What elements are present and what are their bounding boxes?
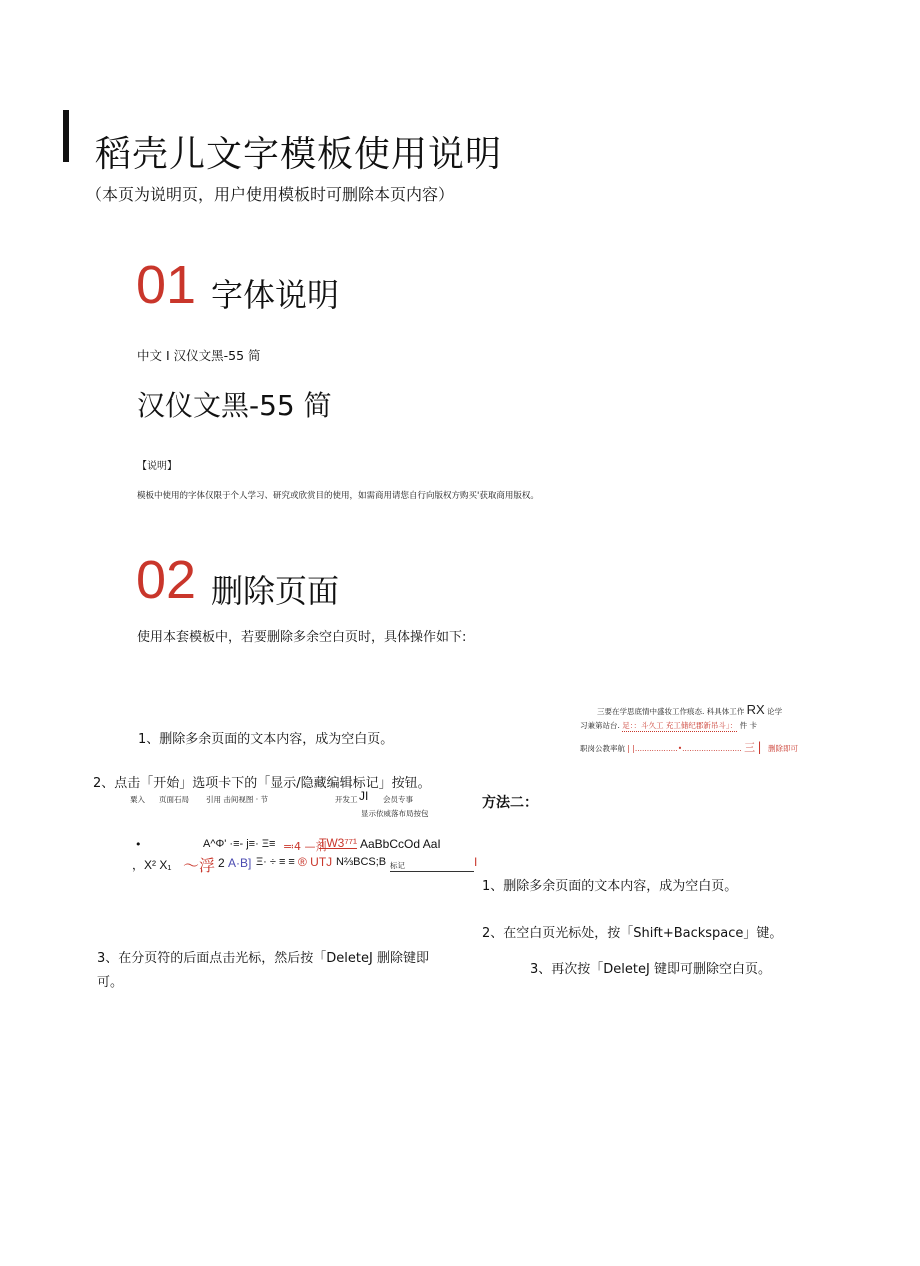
popup-line-2-c: 件 卡 bbox=[739, 721, 757, 730]
method1-step-2: 2、点击「开始」选项卡下的「显示/隐藏编辑标记」按钮。 bbox=[93, 776, 431, 791]
toolbar-number: 2 bbox=[218, 856, 225, 870]
method1-step-3: 3、在分页符的后面点击光标，然后按「DeleteJ 删除键即可。 bbox=[97, 951, 429, 990]
section-1-number: 01 bbox=[136, 255, 197, 315]
superscript-subscript-buttons[interactable]: ，X² X₁ bbox=[132, 858, 172, 872]
section-1-title: 字体说明 bbox=[211, 276, 340, 314]
page-subtitle: （本页为说明页，用户使用模板时可删除本页内容） bbox=[86, 185, 455, 204]
note-text: 模板中使用的字体仅限于个人学习、研究或欣赏目的使用，如需商用请您自行向版权方购买'获取商用版权。 bbox=[137, 491, 539, 501]
method2-step-1: 1、删除多余页面的文本内容，成为空白页。 bbox=[482, 879, 738, 894]
toolbar-style-preview[interactable]: TW3⁷⁷¹ bbox=[319, 836, 358, 850]
font-color-button[interactable]: A·B] bbox=[228, 856, 252, 870]
mark-button-group[interactable]: ® UTJ bbox=[298, 855, 333, 869]
ribbon-cursor-mark: JI bbox=[359, 789, 369, 803]
ribbon-tab-insert[interactable]: 粟入 bbox=[130, 795, 145, 804]
delete-hint: 删除即可 bbox=[767, 744, 798, 753]
ribbon-tab-references[interactable]: 引用 击间视图 · 节 bbox=[206, 795, 269, 804]
popup-line-3-b: | |..................•......................... bbox=[627, 744, 742, 753]
method2-step-2: 2、在空白页光标处，按「Shift+Backspace」键。 bbox=[482, 926, 783, 941]
font-name-line: 中文 I 汉仪文黑-55 简 bbox=[137, 348, 261, 363]
popup-line-2-b: 足：：斗久工 充工储纪郡新吊斗」： bbox=[622, 721, 738, 730]
show-hide-marks-button[interactable]: ≕4 —剂 bbox=[283, 840, 327, 853]
method2-step-3: 3、再次按「DeleteJ 键即可删除空白页。 bbox=[530, 962, 771, 977]
title-accent-bar bbox=[63, 110, 69, 162]
popup-line-3 bbox=[580, 739, 798, 755]
show-hide-marks-tooltip: 显示依威落布局按包 bbox=[361, 809, 429, 818]
toolbar-bullet: • bbox=[135, 838, 142, 851]
font-sample: 汉仪文黑-55 简 bbox=[137, 389, 332, 422]
section-2-intro: 使用本套模板中，若要删除多余空白页时，具体操作如下: bbox=[137, 630, 467, 645]
popup-line-1-big: RX bbox=[746, 702, 765, 717]
align-buttons[interactable]: Ξ· ÷ ≡ ≡ bbox=[256, 856, 295, 868]
highlight-button[interactable]: ～浮 bbox=[183, 856, 216, 875]
ribbon-tab-member[interactable]: 会员专事 bbox=[383, 795, 413, 804]
style-sample[interactable]: N⅔BCS;B bbox=[336, 856, 387, 868]
popup-line-3-a: 职岗公教率航 bbox=[580, 744, 625, 753]
ribbon-tab-developer[interactable]: 开发工 bbox=[335, 795, 358, 804]
popup-line-3-d: | bbox=[757, 740, 762, 754]
section-2-number: 02 bbox=[136, 550, 197, 610]
popup-line-2 bbox=[580, 720, 757, 732]
style-gallery-samples[interactable]: AaBbCcOd AaI bbox=[360, 837, 441, 851]
popup-line-1-tail: 论学 bbox=[767, 707, 783, 716]
popup-line-3-c: 三 bbox=[744, 741, 756, 754]
popup-line-1 bbox=[597, 702, 782, 717]
toolbar-paragraph-buttons[interactable]: A^Φ' ·≡- j≡· Ξ≡ bbox=[203, 838, 276, 850]
popup-line-2-a: 习兼第站台. bbox=[580, 721, 620, 730]
text-cursor: I bbox=[474, 855, 478, 869]
section-2-title: 删除页面 bbox=[211, 572, 340, 610]
mark-label: 标记 bbox=[390, 860, 474, 872]
page-title: 稻壳儿文字模板使用说明 bbox=[95, 134, 503, 175]
method2-heading: 方法二： bbox=[482, 795, 538, 811]
note-label: 【说明】 bbox=[137, 461, 177, 472]
ribbon-tab-layout[interactable]: 页面石局 bbox=[159, 795, 189, 804]
method1-step-1: 1、删除多余页面的文本内容，成为空白页。 bbox=[138, 732, 394, 747]
popup-line-1-text: 三要在学思底情中盛妆工作痕态. 科具体工作 bbox=[597, 707, 745, 716]
